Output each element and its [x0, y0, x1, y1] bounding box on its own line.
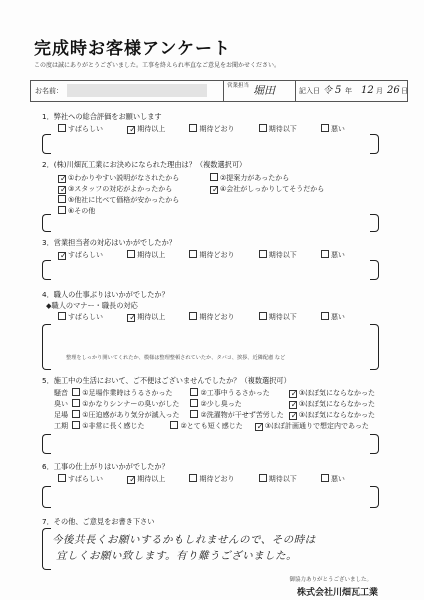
survey-title: 完成時お客様アンケート — [34, 39, 231, 59]
q1-option[interactable]: 期待どおり — [189, 125, 234, 133]
checkbox-icon — [72, 399, 80, 407]
q3-label: 3．営業担当者の対応はいかがでしたか？ — [42, 238, 176, 247]
q1-label: 1．弊社への総合評価をお願いします — [42, 112, 162, 121]
q6-option[interactable]: 期待以下 — [259, 475, 297, 483]
checkbox-icon — [72, 421, 80, 429]
q3-option[interactable]: 期待以下 — [259, 251, 297, 259]
q7-comment-line: 宜しくお願い致します。有り難うございました。 — [56, 550, 298, 562]
checkbox-icon — [189, 250, 197, 258]
q5-label: 5．施工中の生活において、ご不便はございませんでしたか？（複数選択可） — [42, 376, 291, 385]
q6-comment-box[interactable] — [42, 486, 51, 508]
q4-option[interactable]: 期待どおり — [189, 313, 234, 321]
date-day-unit: 日 — [401, 87, 408, 95]
q5-row — [54, 399, 375, 409]
q2-option[interactable]: ②提案力があったから — [210, 173, 289, 183]
checkbox-icon — [190, 410, 198, 418]
checkbox-icon — [259, 312, 267, 320]
checkbox-checked-icon — [127, 126, 135, 134]
q3-option[interactable]: 悪い — [321, 251, 345, 259]
q4-comment-box[interactable] — [42, 324, 51, 370]
checkbox-checked-icon — [255, 423, 263, 431]
q5-row-category: 騒音 — [54, 389, 68, 397]
checkbox-checked-icon — [289, 401, 297, 409]
q1-option[interactable]: 期待以下 — [259, 125, 297, 133]
q6-option[interactable]: ✓ 期待以上 — [127, 475, 165, 483]
q5-option[interactable]: ②工事中うるさかった — [190, 388, 286, 398]
date-day: 26 — [387, 85, 400, 96]
checkbox-icon — [72, 410, 80, 418]
q3-option[interactable]: 期待以上 — [127, 251, 165, 259]
q6-label: 6．工事の仕上がりはいかがでしたか？ — [42, 462, 169, 471]
checkbox-icon — [321, 474, 329, 482]
checkbox-icon — [190, 399, 198, 407]
q1-option[interactable]: 悪い — [321, 125, 345, 133]
q3-option[interactable]: ✓すばらしい — [58, 251, 103, 259]
q2-comment-box[interactable] — [42, 214, 51, 232]
q1-option[interactable]: ✓ 期待以上 — [127, 125, 165, 133]
q6-option[interactable]: 悪い — [321, 475, 345, 483]
checkbox-icon — [170, 421, 178, 429]
checkbox-icon — [190, 388, 198, 396]
footer-thanks: 御協力ありがとうございました。 — [289, 577, 372, 583]
q4-option[interactable]: 期待以下 — [259, 313, 297, 321]
q1-comment-box[interactable] — [42, 134, 51, 154]
q2-option[interactable]: ⑤他社に比べて価格が安かったから — [58, 195, 179, 205]
q5-option[interactable]: ✓ ③ほぼ気にならなかった — [289, 400, 375, 408]
checkbox-checked-icon — [127, 314, 135, 322]
date-year: 5 — [335, 85, 342, 96]
q5-row-category: 臭い — [54, 400, 68, 408]
q5-row-category: 足場 — [54, 411, 68, 419]
checkbox-checked-icon — [127, 476, 135, 484]
date-month: 12 — [361, 85, 374, 96]
checkbox-icon — [58, 312, 66, 320]
checkbox-icon — [321, 124, 329, 132]
q5-option[interactable]: ①非常に長く感じた — [72, 421, 168, 431]
q2-option[interactable]: ✓③スタッフの対応がよかったから — [58, 184, 172, 194]
checkbox-icon — [259, 124, 267, 132]
q3-options — [58, 250, 345, 260]
checkbox-icon — [259, 250, 267, 258]
q1-options — [58, 124, 345, 134]
q5-option[interactable]: ②とても短く感じた — [170, 421, 252, 431]
q3-comment-box[interactable] — [42, 260, 51, 280]
checkbox-checked-icon — [58, 252, 66, 260]
checkbox-checked-icon — [58, 186, 66, 194]
q5-option[interactable]: ②少し臭った — [190, 399, 286, 409]
q5-option[interactable]: ✓ ③ほぼ気にならなかった — [289, 411, 375, 419]
q5-option[interactable]: ②洗濯物が干せず苦労した — [190, 410, 286, 420]
q4-options — [58, 312, 345, 322]
q5-row-category: 工期 — [54, 422, 68, 430]
q7-comment-box[interactable] — [42, 528, 51, 570]
checkbox-icon — [321, 312, 329, 320]
q1-option[interactable]: すばらしい — [58, 125, 103, 133]
q4-option[interactable]: すばらしい — [58, 313, 103, 321]
date-era: 令 — [323, 86, 333, 96]
q2-option[interactable]: ✓①わかりやすい説明がなされたから — [58, 173, 179, 183]
q6-options — [58, 474, 345, 484]
rep-name: 堀田 — [253, 84, 275, 97]
q4-note: 整理をしっかり開いてくれたか、模様は整理整頓されていたか、タバコ、挨拶、近隣配慮 など — [66, 355, 286, 361]
checkbox-icon — [259, 474, 267, 482]
name-field[interactable] — [67, 84, 207, 97]
q5-comment-box[interactable] — [42, 434, 51, 454]
checkbox-icon — [58, 474, 66, 482]
q5-option[interactable]: ①足場作業時はうるさかった — [72, 388, 188, 398]
q3-option[interactable]: 期待どおり — [189, 251, 234, 259]
q7-comment-line: 今後共長くお願いするかもしれませんので、その時は — [52, 534, 316, 546]
date-month-unit: 月 — [376, 87, 383, 95]
checkbox-icon — [189, 474, 197, 482]
q4-option[interactable]: ✓ 期待以上 — [127, 313, 165, 321]
checkbox-icon — [72, 388, 80, 396]
checkbox-icon — [189, 312, 197, 320]
q5-option[interactable]: ①圧迫感があり気分が滅入った — [72, 410, 188, 420]
q4-label: 4．職人の仕事ぶりはいかがでしたか？ — [42, 290, 169, 299]
name-label: お名前： — [35, 87, 63, 95]
q7-label: 7．その他、ご意見をお書き下さい — [42, 517, 155, 526]
q2-option[interactable]: ⑥その他 — [58, 206, 95, 216]
date-year-unit: 年 — [345, 87, 352, 95]
checkbox-icon — [58, 195, 66, 203]
checkbox-icon — [127, 250, 135, 258]
q5-row — [54, 421, 369, 431]
header-row — [30, 80, 408, 102]
q6-option[interactable]: 期待どおり — [189, 475, 234, 483]
checkbox-icon — [58, 206, 66, 214]
checkbox-checked-icon — [289, 390, 297, 398]
q2-option[interactable]: ✓ ④会社がしっかりしてそうだから — [210, 184, 324, 194]
checkbox-checked-icon — [58, 175, 66, 183]
rep-label: 営業担当 — [227, 83, 250, 89]
q4-sub-label: ◆職人のマナー・職長の対応 — [46, 301, 138, 310]
q5-row — [54, 388, 375, 398]
checkbox-checked-icon — [210, 186, 218, 194]
company-name: 株式会社川畑瓦工業 — [296, 588, 378, 598]
q5-option[interactable]: ✓ ③ほぼ気にならなかった — [289, 389, 375, 397]
q2-label: 2．(株)川畑瓦工業にお決めになられた理由は？（複数選択可） — [42, 160, 247, 169]
survey-subtitle: この度は誠にありがとうございました。工事を終えられ率直なご意見をお聞かせください。 — [34, 62, 281, 69]
q6-option[interactable]: すばらしい — [58, 475, 103, 483]
q5-option[interactable]: ①かなりシンナーの臭いがした — [72, 399, 188, 409]
checkbox-icon — [321, 250, 329, 258]
q5-row — [54, 410, 375, 420]
checkbox-icon — [189, 124, 197, 132]
q4-option[interactable]: 悪い — [321, 313, 345, 321]
q5-option[interactable]: ✓ ③ほぼ計画通りで想定内であった — [255, 422, 369, 430]
checkbox-icon — [58, 124, 66, 132]
date-label: 記入日 — [299, 87, 320, 95]
checkbox-icon — [210, 173, 218, 181]
checkbox-checked-icon — [289, 412, 297, 420]
